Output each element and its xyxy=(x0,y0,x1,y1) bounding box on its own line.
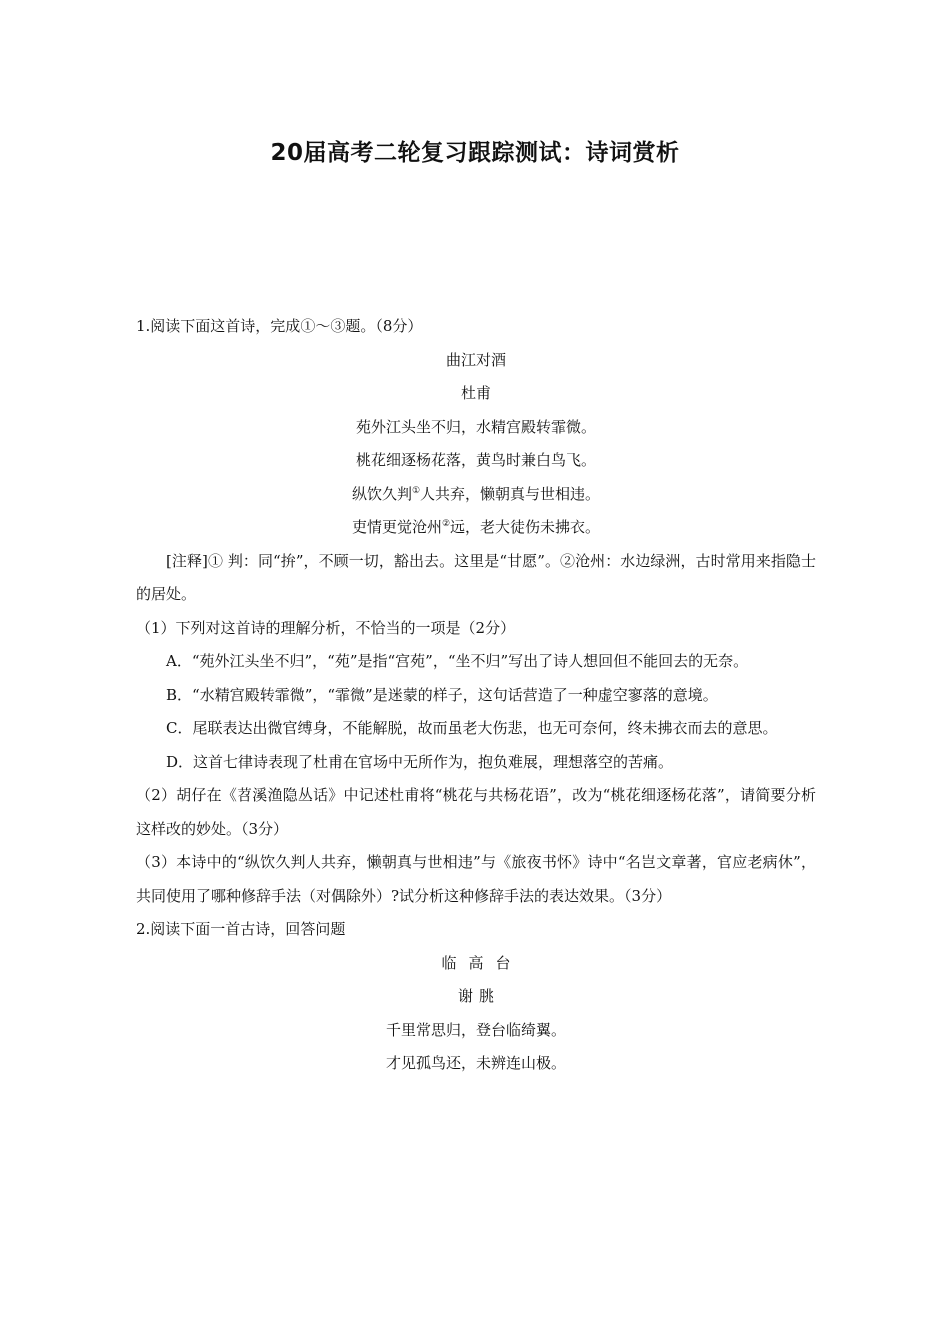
option-c: C．尾联表达出微官缚身，不能解脱，故而虽老大伤悲，也无可奈何，终未拂衣而去的意思。 xyxy=(166,719,778,737)
poem-1-line-2: 桃花细逐杨花落，黄鸟时兼白鸟飞。 xyxy=(355,451,596,469)
question-2-prompt: 2.阅读下面一首古诗，回答问题 xyxy=(136,920,346,938)
poem-2-author xyxy=(136,980,816,1014)
option-a: A．“苑外江头坐不归”，“苑”是指“宫苑”，“坐不归”写出了诗人想回但不能回去的无奈。 xyxy=(166,652,749,670)
footnote-mark-2: ② xyxy=(441,519,451,529)
poem-2-line-1: 千里常思归，登台临绮翼。 xyxy=(385,1020,566,1039)
footnote-mark-1: ① xyxy=(411,485,421,496)
option-b: B．“水精宫殿转霏微”，“霏微”是迷蒙的样子，这句话营造了一种虚空寥落的意境。 xyxy=(166,685,718,704)
poem-1-annotation: [注释]① 判：同“拚”，不顾一切，豁出去。这里是“甘愿”。②沧州：水边绿洲，古时常用来指隐士的居处。 xyxy=(136,551,816,603)
poem-1-author: 杜甫 xyxy=(460,384,491,402)
poem-2-line-2: 才见孤鸟还，未辨连山极。 xyxy=(385,1054,566,1072)
option-d: D．这首七律诗表现了杜甫在官场中无所作为，抱负难展，理想落空的苦痛。 xyxy=(166,752,674,771)
poem-1-line-4 xyxy=(136,511,816,545)
document-body xyxy=(136,310,816,1081)
poem-2-title xyxy=(136,947,816,981)
poem-1-line-3-part-a: 纵饮久判 xyxy=(351,484,412,503)
sub-question-3: （3）本诗中的“纵饮久判人共弃，懒朝真与世相违”与《旅夜书怀》诗中“名岂文章著，官应老病休”，共同使用了哪种修辞手法（对偶除外）?试分析这种修辞手法的表达效果。（3分） xyxy=(136,853,816,905)
sub-question-2: （2）胡仔在《苕溪渔隐丛话》中记述杜甫将“桃花与共杨花语”，改为“桃花细逐杨花落”，请简要分析这样改的妙处。（3分） xyxy=(136,786,816,838)
poem-1-line-3-part-b: 人共弃，懒朝真与世相违。 xyxy=(420,484,601,503)
poem-2-title-text: 临高台 xyxy=(441,953,523,972)
poem-1-title: 曲江对酒 xyxy=(445,350,506,369)
question-1-prompt: 1.阅读下面这首诗，完成①～③题。（8分） xyxy=(136,317,423,335)
poem-1-line-1: 苑外江头坐不归，水精宫殿转霏微。 xyxy=(355,417,596,436)
poem-2-author-text: 谢朓 xyxy=(457,987,500,1005)
poem-1-line-4-part-a: 吏情更觉沧州 xyxy=(351,518,442,536)
page-title: 20届高考二轮复习跟踪测试：诗词赏析 xyxy=(270,140,680,166)
poem-1-line-4-part-b: 远，老大徒伤未拂衣。 xyxy=(450,518,601,536)
sub-question-1-prompt: （1）下列对这首诗的理解分析，不恰当的一项是（2分） xyxy=(136,618,516,637)
poem-1-line-3 xyxy=(136,478,816,512)
